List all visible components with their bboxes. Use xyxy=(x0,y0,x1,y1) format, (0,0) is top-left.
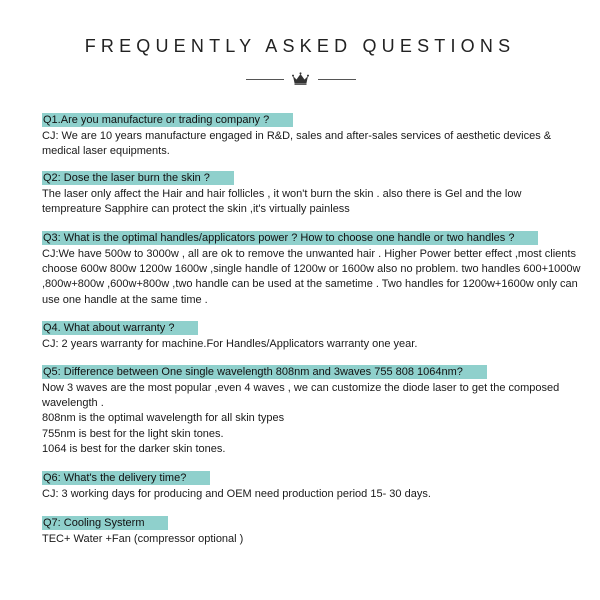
faq-answer-line: 755nm is best for the light skin tones. xyxy=(42,427,224,440)
page-title: FREQUENTLY ASKED QUESTIONS xyxy=(84,36,516,56)
faq-answer xyxy=(42,487,582,502)
faq-answer-line: TEC+ Water +Fan (compressor optional ) xyxy=(42,533,244,545)
divider-line-right xyxy=(318,79,356,80)
faq-answer-line: Now 3 waves are the most popular ,even 4 waves , we can customize the diode laser to get the composed wavelength . xyxy=(42,382,560,410)
faq-answer-line: The laser only affect the Hair and hair follicles , it won't burn the skin . also there is Gel and the low tempreature Sapphire can protect the skin ,it's virtually painless xyxy=(42,188,522,216)
faq-answer xyxy=(42,247,582,308)
faq-item xyxy=(42,228,582,308)
faq-answer xyxy=(42,187,582,217)
faq-item xyxy=(42,318,582,352)
faq-item xyxy=(42,362,582,457)
faq-answer xyxy=(42,532,582,547)
faq-item xyxy=(42,168,582,217)
faq-answer-line: CJ:We have 500w to 3000w , all are ok to remove the unwanted hair . Higher Power better effect ,most clients choose 600w 800w 1200w 1600w ,single handle of 1200w or 1600w also no problem. two handles 600+1000w ,800w+800w ,600w+800w ,two handle can be used at the sametime . Two handles for 1200w+1600w only can use one handle at the same time . xyxy=(42,248,581,306)
divider-line-left xyxy=(246,79,284,80)
title-divider xyxy=(0,72,600,86)
faq-item xyxy=(42,110,582,159)
faq-answer xyxy=(42,129,582,159)
faq-answer-line: 808nm is the optimal wavelength for all skin types xyxy=(42,412,285,425)
faq-question: Q6: What's the delivery time? xyxy=(42,471,210,485)
faq-question: Q4. What about warranty ? xyxy=(42,321,198,335)
faq-item xyxy=(42,468,582,502)
crown-icon xyxy=(292,72,309,85)
faq-answer xyxy=(42,337,582,352)
faq-answer xyxy=(42,381,582,457)
faq-answer-line: CJ: 2 years warranty for machine.For Handles/Applicators warranty one year. xyxy=(42,338,418,350)
faq-question: Q1.Are you manufacture or trading company ? xyxy=(42,113,293,127)
faq-item xyxy=(42,513,582,547)
faq-question: Q5: Difference between One single wavelength 808nm and 3waves 755 808 1064nm? xyxy=(42,365,487,379)
faq-question: Q7: Cooling Systerm xyxy=(42,516,168,530)
faq-question: Q2: Dose the laser burn the skin ? xyxy=(42,171,234,185)
faq-question: Q3: What is the optimal handles/applicators power ? How to choose one handle or two handles ? xyxy=(42,231,538,245)
faq-answer-line: CJ: 3 working days for producing and OEM need production period 15- 30 days. xyxy=(42,488,431,500)
faq-answer-line: 1064 is best for the darker skin tones. xyxy=(42,442,226,455)
faq-answer-line: CJ: We are 10 years manufacture engaged in R&D, sales and after-sales services of aesthetic devices & medical laser equipments. xyxy=(42,130,552,158)
